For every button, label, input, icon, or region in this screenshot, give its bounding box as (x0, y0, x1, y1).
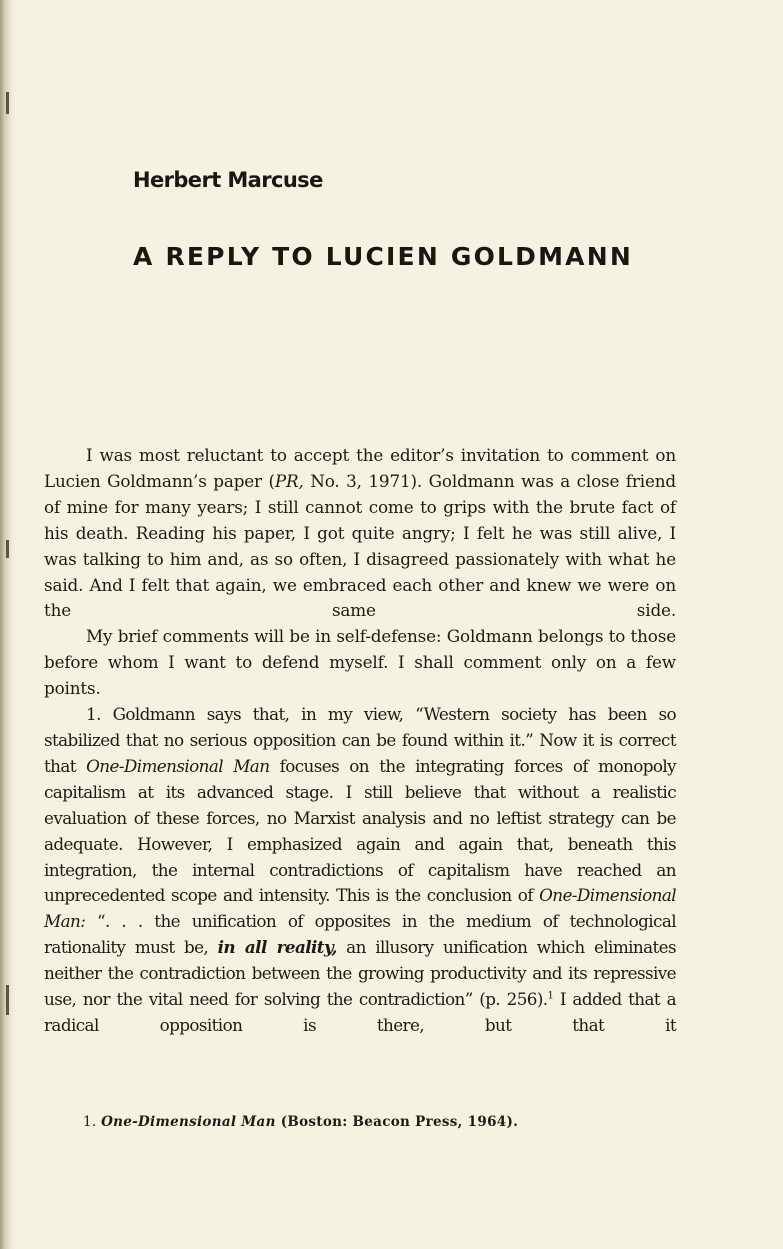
spine-mark (6, 540, 9, 558)
paragraph-3: 1. Goldmann says that, in my view, “Western society has been so stabilized that no serious opposition can be found within it.” Now it is correct that One-Dimensional Man focuses on the integrating forces of monopoly capitalism at its advanced stage. I still believe that without a realistic evaluation of these forces, no Marxist analysis and no leftist strategy can be adequate. However, I emphasized again and again that, beneath this integration, the internal contradictions of capitalism have reached an unprecedented scope and intensity. This is the conclusion of One-Dimensional Man: “. . . the unification of opposites in the medium of technological rationality must be, in all reality, an illusory unification which eliminates neither the contradiction between the growing productivity and its repressive use, nor the vital need for solving the contradiction” (p. 256).$^1$ I added that a radical opposition is there, but that it (44, 704, 677, 1035)
paragraph-1: I was most reluctant to accept the editor’s invitation to comment on Lucien Goldmann’s paper (PR, No. 3, 1971). Goldmann was a close friend of mine for many years; I still cannot come to grips with the brute fact of his death. Reading his paper, I got quite angry; I felt he was still alive, I was talking to him and, as so often, I disagreed passionately with what he said. And I felt that again, we embraced each other and knew we were on the same side. (44, 445, 676, 621)
author-name: Herbert Marcuse (133, 168, 323, 192)
book-spine-shadow (0, 0, 16, 1249)
spine-mark (6, 985, 9, 1015)
article-title: A REPLY TO LUCIEN GOLDMANN (133, 242, 633, 271)
spine-mark (6, 92, 9, 114)
paragraph-2: My brief comments will be in self-defense: Goldmann belongs to those before whom I want to defend myself. I shall comment only on a few points. (44, 626, 676, 699)
footnote: 1. One-Dimensional Man (Boston: Beacon Press, 1964). (83, 1114, 519, 1130)
footnote-reference: 1 (547, 990, 554, 1002)
article-body (44, 443, 676, 1039)
